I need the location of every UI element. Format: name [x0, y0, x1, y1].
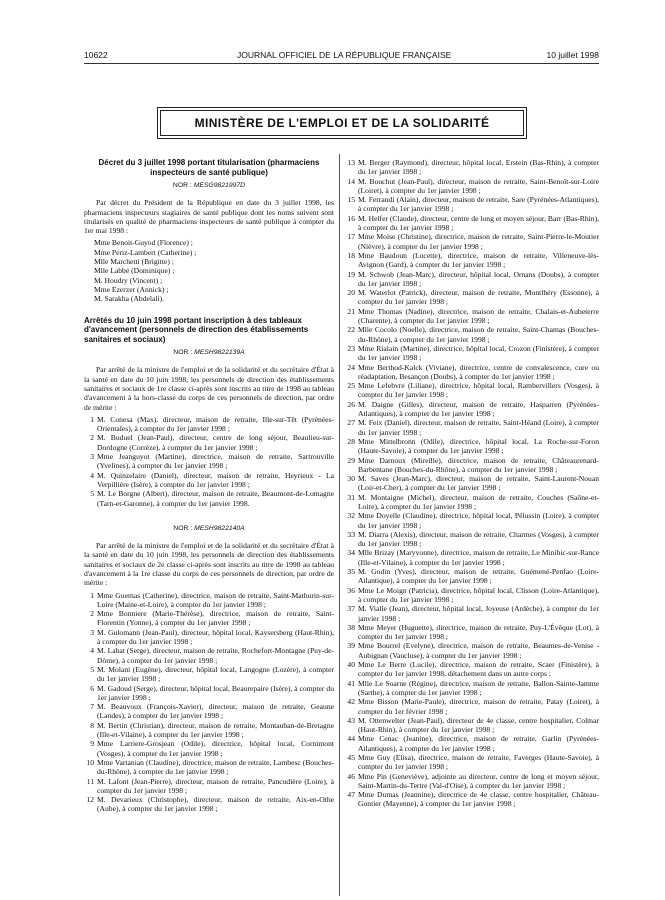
arrete-1-list — [84, 415, 334, 508]
item-text: Mlle Cocolo (Noelle), directrice, maison de retraite, Saint-Chamas (Bouches-du-Rhône), à compter du 1er janvier 1998 ; — [358, 325, 599, 344]
item-text: M. Godin (Yves), directeur, maison de retraite, Guémené-Penfao (Loire-Atlantique), à compter du 1er janvier 1998 ; — [358, 567, 599, 586]
ministry-title: MINISTÈRE DE L'EMPLOI ET DE LA SOLIDARITÉ — [160, 110, 524, 136]
list-item — [345, 307, 599, 326]
item-text: Mme Guemas (Catherine), directrice, maison de retraite, Saint-Mathurin-sur-Loire (Maine-et-Loire), à compter du 1er janvier 1998 ; — [97, 590, 334, 609]
list-item — [345, 344, 599, 363]
item-number: 3 — [90, 627, 94, 637]
item-number: 28 — [347, 436, 355, 446]
list-item — [345, 660, 599, 679]
list-item — [345, 493, 599, 512]
list-item — [84, 646, 334, 665]
list-item — [345, 548, 599, 567]
item-text: Mme Darnoux (Mireille), directrice, maison de retraite, Châteaurenard-Barbentane (Bouches-du-Rhône), à compter du 1er janvier 1998 ; — [358, 455, 599, 474]
list-item — [345, 604, 599, 623]
item-text: Mme Bisson (Marie-Paule), directrice, maison de retraite, Patay (Loiret), à compter du 1er février 1998 ; — [358, 697, 599, 716]
item-text: M. Buduel (Jean-Paul), directeur, centre de long séjour, Beaulieu-sur-Dordogne (Corrèze), à compter du 1er janvier 1998 ; — [97, 433, 334, 452]
item-text: Mlle Brizay (Maryvonne), directrice, maison de retraite, Le Minihic-sur-Rance (Ille-et-Vilaine), à compter du 1er janvier 1998 ; — [358, 548, 599, 567]
column-divider — [339, 154, 340, 896]
name-entry: M. Houdry (Vincent) ; — [94, 275, 163, 285]
item-text: Mme Cenac (Jeanine), directrice, maison de retraite, Garlin (Pyrénées-Atlantiques), à compter du 1er janvier 1998 ; — [358, 734, 599, 753]
item-text: Mme Le Moign (Patricia), directrice, hôpital local, Clisson (Loire-Atlantique), à compter du 1er janvier 1998 ; — [358, 585, 599, 604]
list-item — [345, 716, 599, 735]
item-text: Mme Dumas (Jeannine), directrice de 4e classe, centre hospitalier, Château-Gontier (Mayenne), à compter du 1er janvier 1998 ; — [358, 790, 599, 809]
item-number: 41 — [347, 678, 355, 688]
list-item — [345, 586, 599, 605]
item-number: 11 — [86, 776, 94, 786]
item-text: Mme Mittelbronn (Odile), directrice, hôpital local, La Roche-sur-Foron (Haute-Savoie), à compter du 1er janvier 1998 ; — [358, 436, 599, 456]
item-number: 40 — [347, 660, 355, 670]
item-text: Mme Larriere-Grosjean (Odile), directrice, hôpital local, Cornimont (Vosges), à compter du 1er janvier 1998 ; — [97, 739, 334, 758]
item-text: Mme Baudoun (Lucette), directrice, maison de retraite, Villeneuve-lès-Avignon (Gard), à compter du 1er janvier 1998 ; — [358, 250, 599, 270]
list-item — [345, 288, 599, 307]
list-item — [345, 158, 599, 177]
list-item — [84, 665, 334, 684]
item-number: 34 — [347, 548, 355, 558]
item-text: M. Bertin (Christian), directeur, maison de retraite, Montauban-de-Bretagne (Ille-et-Vilaine), à compter du 1er janvier 1998 ; — [97, 720, 334, 740]
item-number: 2 — [90, 609, 94, 619]
item-number: 37 — [347, 604, 355, 614]
list-item — [345, 363, 599, 382]
list-item — [84, 721, 334, 740]
item-number: 44 — [347, 734, 355, 744]
arrete-1-text: Par arrêté de la ministre de l'emploi et de la solidarité et du secrétaire d'État à la santé en date du 10 juin 1998, les personnels de direction des établissements sanitaires et sociaux de 1re classe ci-après sont inscrits au titre de 1998 au tableau d'avancement à la hors-classe du corps de ces personnels de direction, par ordre de mérite : — [84, 365, 334, 412]
item-text: M. Labat (Serge), directeur, maison de retraite, Rochefort-Montagne (Puy-de-Dôme), à compter du 1er janvier 1998 ; — [97, 646, 334, 665]
item-number: 26 — [347, 399, 355, 409]
item-text: M. Ottenwelter (Jean-Paul), directeur de 4e classe, centre hospitalier, Colmar (Haut-Rhin), à compter du 1er janvier 1998 ; — [358, 715, 599, 735]
issue-date: 10 juillet 1998 — [546, 50, 599, 60]
item-number: 4 — [90, 646, 94, 656]
item-text: Mme Pin (Geneviève), adjointe au directeur, centre de long et moyen séjour, Saint-Martin-du-Tertre (Val-d'Oise), à compter du 1er janvier 1998 ; — [358, 771, 599, 790]
item-text: M. Diarra (Alexis), directeur, maison de retraite, Charmes (Vosges), à compter du 1er janvier 1998 ; — [358, 529, 599, 549]
page-header — [84, 50, 599, 64]
list-item — [84, 702, 334, 721]
nor-label: NOR : — [172, 182, 192, 189]
item-text: M. Gulomann (Jean-Paul), directeur, hôpital local, Kaysersberg (Haut-Rhin), à compter du 1er janvier 1998 ; — [97, 627, 334, 647]
decret-nor — [84, 181, 334, 190]
item-number: 14 — [347, 176, 355, 186]
item-text: M. Berger (Raymond), directeur, hôpital local, Erstein (Bas-Rhin), à compter du 1er janvier 1998 ; — [358, 158, 599, 177]
list-item — [345, 270, 599, 289]
item-number: 9 — [90, 739, 94, 749]
item-text: M. Gadoud (Serge), directeur, hôpital local, Beaurepaire (Isère), à compter du 1er janvier 1998 ; — [97, 683, 334, 702]
arretes-nor-1 — [84, 348, 334, 357]
arrete-2-text: Par arrêté de la ministre de l'emploi et de la solidarité et du secrétaire d'État à la santé en date du 10 juin 1998, les personnels de direction des établissements sanitaires et sociaux de 2e classe ci-après sont inscrits au titre de 1998 au tableau d'avancement à la 1re classe du corps de ces personnels de direction, par ordre de mérite : — [84, 541, 334, 588]
item-number: 8 — [90, 720, 94, 730]
item-text: Mme Meyer (Huguette), directrice, maison de retraite, Puy-L'Évêque (Lot), à compter du 1er janvier 1998 ; — [358, 622, 599, 642]
item-text: M. Montaigne (Michel), directeur, maison de retraite, Couches (Saône-et-Loire), à compter du 1er janvier 1998 ; — [358, 492, 599, 511]
nor-code: MESH9822140A — [194, 524, 245, 532]
name-entry: Mme Ezerzer (Annick) ; — [94, 284, 169, 294]
item-number: 39 — [347, 641, 355, 651]
list-item — [345, 511, 599, 530]
item-number: 35 — [347, 567, 355, 577]
journal-title: JOURNAL OFFICIEL DE LA RÉPUBLIQUE FRANÇAISE — [237, 50, 452, 60]
item-number: 32 — [347, 511, 355, 521]
item-text: Mme Rialain (Martine), directrice, hôpital local, Crozon (Finistère), à compter du 1er janvier 1998 ; — [358, 343, 599, 363]
decret-title: Décret du 3 juillet 1998 portant titularisation (pharmaciens inspecteurs de santé publique) — [98, 158, 320, 177]
list-item — [345, 753, 599, 772]
list-item — [345, 251, 599, 270]
item-text: Mme Guy (Elisa), directrice, maison de retraite, Faverges (Haute-Savoie), à compter du 1er janvier 1998 ; — [358, 753, 599, 772]
item-number: 18 — [347, 250, 355, 260]
item-number: 22 — [347, 325, 355, 335]
item-text: Mme Vartanian (Claudine), directrice, maison de retraite, Lambesc (Bouches-du-Rhône), à compter du 1er janvier 1998 ; — [97, 757, 334, 777]
item-number: 5 — [90, 489, 94, 499]
item-text: Mme Le Berre (Lucile), directrice, maison de retraite, Scaer (Finistère), à compter du 1er janvier 1998, détachement dans un autre corps ; — [358, 660, 599, 679]
item-number: 47 — [347, 790, 355, 800]
item-number: 43 — [347, 715, 355, 725]
list-item — [84, 684, 334, 703]
list-item — [345, 400, 599, 419]
item-text: M. Beauvoux (François-Xavier), directeur, maison de retraite, Geaune (Landes), à compter du 1er janvier 1998 ; — [97, 702, 334, 721]
list-item — [84, 628, 334, 647]
list-item — [84, 609, 334, 628]
name-entry: M. Sarakha (Abdelali). — [94, 294, 165, 304]
list-item — [345, 474, 599, 493]
list-item — [345, 623, 599, 642]
item-number: 27 — [347, 418, 355, 428]
item-text: M. Schwob (Jean-Marc), directeur, hôpital local, Ornans (Doubs), à compter du 1er janvier 1998 ; — [358, 269, 599, 288]
item-number: 4 — [90, 470, 94, 480]
nor-code: MESG9821997D — [193, 182, 246, 189]
name-entry: Mme Periz-Lambert (Catherine) ; — [94, 247, 197, 257]
item-number: 2 — [90, 433, 94, 443]
item-number: 20 — [347, 288, 355, 298]
left-column — [84, 158, 334, 814]
item-text: M. Molani (Eugène), directeur, hôpital local, Langogne (Lozère), à compter du 1er janvier 1998 ; — [97, 664, 334, 684]
nor-label: NOR : — [173, 349, 193, 357]
item-number: 1 — [90, 414, 94, 424]
item-text: Mme Jeanguyot (Martine), directrice, maison de retraite, Sartrouville (Yvelines), à compter du 1er janvier 1998 ; — [97, 452, 334, 471]
item-number: 6 — [90, 683, 94, 693]
name-entry: Mlle Labbé (Dominique) ; — [94, 266, 175, 276]
item-text: M. Ferrandi (Alain), directeur, maison de retraite, Sare (Pyrénées-Atlantiques), à compter du 1er janvier 1998 ; — [358, 195, 599, 214]
name-entry: Mme Benoit-Guyod (Florence) ; — [94, 238, 193, 248]
item-text: Mme Bourrel (Evelyne), directrice, maison de retraite, Beaumes-de-Venise - Aubignan (Vaucluse), à compter du 1er janvier 1998 ; — [358, 641, 599, 660]
item-text: M. Waterlot (Patrick), directeur, maison de retraite, Montlhéry (Essonne), à compter du 1er janvier 1998 ; — [358, 288, 599, 307]
arrete-2-list — [84, 591, 334, 814]
item-number: 42 — [347, 697, 355, 707]
item-number: 38 — [347, 622, 355, 632]
item-number: 29 — [347, 455, 355, 465]
name-entry: Mlle Marchetti (Brigitte) ; — [94, 257, 174, 267]
item-number: 46 — [347, 771, 355, 781]
list-item — [345, 530, 599, 549]
item-text: M. Helfer (Claude), directeur, centre de long et moyen séjour, Barr (Bas-Rhin), à compter du 1er janvier 1998 ; — [358, 213, 599, 233]
list-item — [84, 591, 334, 610]
item-number: 31 — [347, 492, 355, 502]
item-text: M. Le Borgne (Albert), directeur, maison de retraite, Beaumont-de-Lomagne (Tarn-et-Garonne), à compter du 1er janvier 1998. — [97, 489, 334, 508]
item-text: M. Saves (Jean-Marc), directeur, maison de retraite, Saint-Laurent-Nouan (Loir-et-Cher), à compter du 1er janvier 1998 ; — [358, 474, 599, 493]
item-number: 45 — [347, 753, 355, 762]
list-item — [345, 734, 599, 753]
item-number: 17 — [347, 232, 355, 242]
item-number: 7 — [90, 702, 94, 712]
item-text: Mme Bonniere (Marie-Thérèse), directrice, maison de retraite, Saint-Florentin (Yonne), à compter du 1er janvier 1998 ; — [97, 609, 334, 628]
right-column — [345, 158, 599, 809]
item-number: 33 — [347, 529, 355, 539]
list-item — [345, 641, 599, 660]
item-text: M. Conesa (Max), directeur, maison de retraite, Ille-sur-Têt (Pyrénées-Orientales), à compter du 1er janvier 1998 ; — [97, 414, 334, 434]
nor-label: NOR : — [173, 524, 193, 532]
list-item — [345, 697, 599, 716]
item-text: M. Vialle (Jean), directeur, hôpital local, Joyeuse (Ardèche), à compter du 1er janvier 1998 ; — [358, 604, 599, 623]
list-item — [84, 452, 334, 471]
list-item — [84, 433, 334, 452]
item-number: 12 — [86, 795, 94, 805]
item-text: Mme Thomas (Nadine), directrice, maison de retraite, Chalais-et-Aubeterre (Charente), à compter du 1er janvier 1998 ; — [358, 306, 599, 326]
list-item — [345, 195, 599, 214]
item-text: M. Daigne (Gilles), directeur, maison de retraite, Hasparren (Pyrénées-Atlantiques), à compter du 1er janvier 1998 ; — [358, 399, 599, 419]
item-text: M. Quinzelaire (Daniel), directeur, maison de retraite, Heyrieux - La Verpillière (Isère), à compter du 1er janvier 1998 ; — [97, 470, 334, 489]
list-item — [345, 679, 599, 698]
item-number: 36 — [347, 585, 355, 595]
arretes-title: Arrêtés du 10 juin 1998 portant inscription à des tableaux d'avancement (personnels de direction des établissements sanitaires et sociaux) — [84, 315, 309, 344]
list-item — [345, 232, 599, 251]
list-item — [345, 214, 599, 233]
decret-names-list — [94, 238, 334, 303]
item-text: Mlle Le Soarne (Régine), directrice, maison de retraite, Ballon-Sainte-Jamme (Sarthe), à compter du 1er janvier 1998 ; — [358, 678, 599, 697]
list-item — [84, 415, 334, 434]
list-item — [345, 567, 599, 586]
item-text: M. Devarieux (Christophe), directeur, maison de retraite, Aix-en-Othe (Aube), à compter du 1er janvier 1998 ; — [97, 795, 334, 814]
item-text: Mme Doyelle (Claudine), directrice, hôpital local, Pélussin (Loire), à compter du 1er janvier 1998 ; — [358, 511, 599, 530]
item-number: 30 — [347, 474, 355, 484]
item-text: Mme Berthod-Kalck (Viviane), directrice, centre de convalescence, cure ou réadaptation, Besançon (Doubs), à compter du 1er janvier 1998 ; — [358, 362, 599, 381]
list-item — [345, 325, 599, 344]
item-text: Mme Moise (Christine), directrice, maison de retraite, Saint-Pierre-le-Moutier (Nièvre), à compter du 1er janvier 1998 ; — [358, 232, 599, 251]
arrete-2-list-continued — [345, 158, 599, 809]
list-item — [345, 381, 599, 400]
list-item — [84, 758, 334, 777]
item-number: 3 — [90, 452, 94, 462]
item-text: Mme Lefebvre (Liliane), directrice, hôpital local, Rambervillers (Vosges), à compter du 1er janvier 1998 ; — [358, 381, 599, 400]
header-rule — [84, 63, 599, 64]
list-item — [345, 177, 599, 196]
item-number: 10 — [86, 757, 94, 767]
item-text: M. Feix (Daniel), directeur, maison de retraite, Saint-Héand (Loire), à compter du 1er janvier 1998 ; — [358, 418, 599, 437]
list-item — [84, 471, 334, 490]
list-item — [345, 456, 599, 475]
item-number: 5 — [90, 664, 94, 674]
item-number: 13 — [347, 158, 355, 167]
nor-code: MESH9822139A — [194, 349, 245, 357]
page-number: 10622 — [84, 50, 108, 60]
decret-text: Par décret du Président de la République en date du 3 juillet 1998, les pharmaciens inspecteurs stagiaires de santé publique dont les noms suivent sont titularisés en qualité de pharmaciens inspecteurs de santé publique à compter du 1er mai 1998 : — [84, 198, 334, 236]
list-item — [345, 790, 599, 809]
list-item — [84, 777, 334, 796]
list-item — [84, 739, 334, 758]
item-number: 19 — [347, 269, 355, 279]
list-item — [345, 772, 599, 791]
item-number: 24 — [347, 362, 355, 372]
item-number: 21 — [347, 306, 355, 316]
list-item — [84, 795, 334, 814]
arretes-nor-2 — [84, 524, 334, 533]
item-number: 16 — [347, 213, 355, 223]
item-number: 23 — [347, 343, 355, 353]
item-number: 25 — [347, 381, 355, 391]
item-text: M. Lafont (Jean-Pierre), directeur, maison de retraite, Pancudière (Loire), à compter du 1er janvier 1998 ; — [97, 776, 334, 795]
list-item — [345, 418, 599, 437]
item-number: 1 — [90, 590, 94, 600]
list-item — [84, 489, 334, 508]
item-text: M. Bouchut (Jean-Paul), directeur, maison de retraite, Saint-Benoît-sur-Loire (Loiret), à compter du 1er janvier 1998 ; — [358, 176, 599, 195]
item-number: 15 — [347, 195, 355, 205]
list-item — [345, 437, 599, 456]
